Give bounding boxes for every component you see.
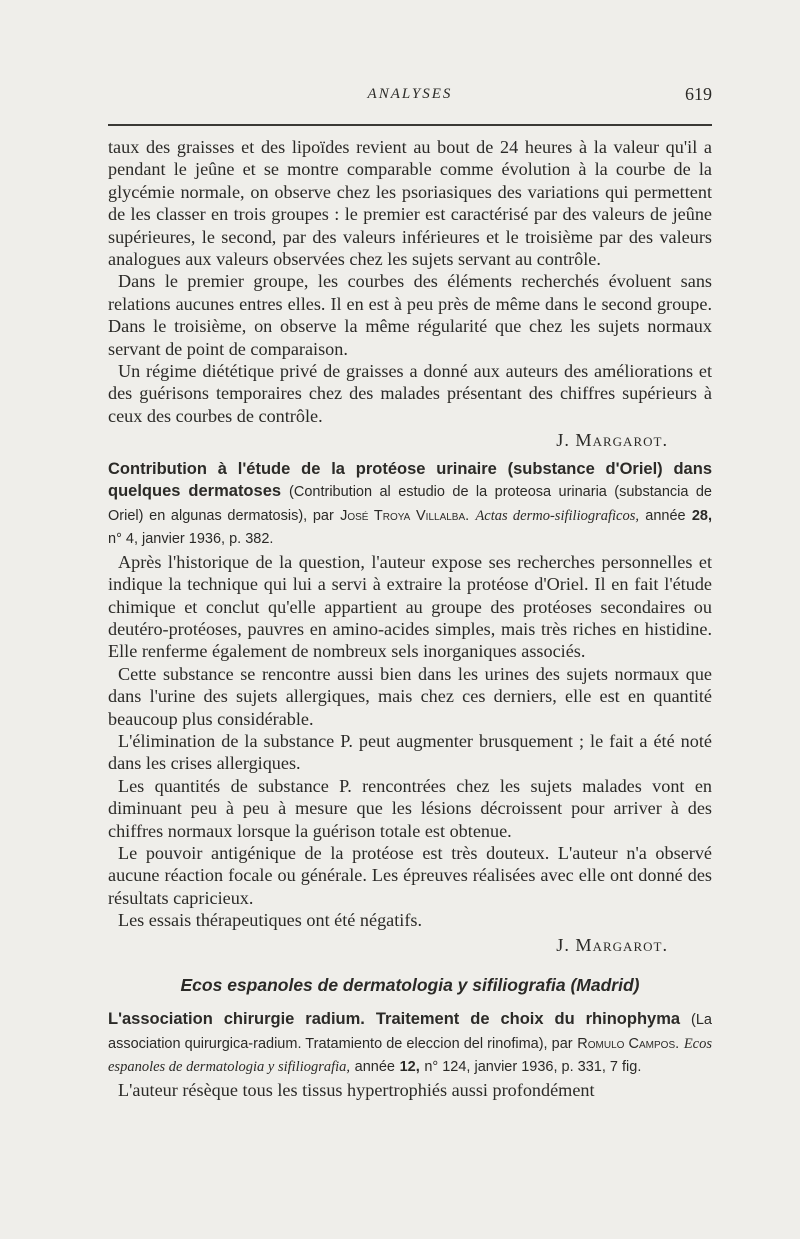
article-volume: 12, [399, 1059, 420, 1076]
paragraph: Les quantités de substance P. rencontrées chez les sujets malades vont en diminuant peu à peu à mesure que les lésions décroissent pour arriver à des chiffres normaux lorsque la guérison totale est obtenue. [108, 775, 712, 841]
article-title: Contribution à l'étude de la protéose urinaire (substance d'Oriel) dans quelques dermatoses [108, 459, 712, 501]
paragraph: L'auteur résèque tous les tissus hypertrophiés aussi profondément [118, 1079, 595, 1100]
article-title: L'association chirurgie radium. Traitement de choix du rhinophyma [108, 1010, 681, 1029]
article-heading [108, 1008, 712, 1079]
paragraph: Un régime diététique privé de graisses a donné aux auteurs des améliorations et des guérisons temporaires chez des malades présentant des chiffres supérieurs à ceux des courbes de contrôle. [108, 361, 712, 426]
article-subtitle: (Contribution al estudio de la proteosa urinaria (substancia de Oriel) en algunas dermatosis), par [108, 484, 712, 524]
article-heading [108, 458, 712, 551]
paragraph: L'élimination de la substance P. peut augmenter brusquement ; le fait a été noté dans les crises allergiques. [108, 730, 712, 774]
paragraph: Le pouvoir antigénique de la protéose est très douteux. L'auteur n'a observé aucune réaction focale ou générale. Les épreuves réalisées avec elle ont donné des résultats capricieux. [108, 842, 712, 908]
article-year-prefix: année [645, 507, 686, 524]
paragraph: Les essais thérapeutiques ont été négatifs. [118, 910, 423, 931]
article-volume: 28, [691, 507, 712, 524]
signature: J. Margarot. [556, 430, 668, 451]
article-journal: Actas dermo-sifiliograficos, [475, 507, 639, 524]
signature: J. Margarot. [556, 934, 668, 955]
article-issue: n° 4, janvier 1936, p. 382. [108, 531, 274, 548]
article-journal: Ecos espanoles de dermatologia y sifiliografia, [108, 1035, 712, 1076]
running-title: ANALYSES [367, 86, 453, 102]
paragraph: Cette substance se rencontre aussi bien dans les urines des sujets normaux que dans l'urine des sujets allergiques, mais chez ces derniers, elle est en quantité beaucoup plus considérable. [108, 663, 712, 729]
paragraph-continued: taux des graisses et des lipoïdes revient au bout de 24 heures à la valeur qu'il a pendant le jeûne et se montre comparable comme évolution à la courbe de la glycémie normale, on observe chez les psoriasiques des variations qui permettent de les classer en trois groupes : le premier est caractérisé par des valeurs de jeûne supérieures, le second, par des valeurs inférieures et le troisième par des valeurs analogues aux valeurs observées chez les sujets servant au contrôle. [108, 137, 712, 270]
article-author: Romulo Campos. [577, 1035, 680, 1052]
article-issue: n° 124, janvier 1936, p. 331, 7 fig. [424, 1059, 642, 1076]
header-rule [108, 124, 712, 126]
article-subtitle: (La association quirurgica-radium. Tratamiento de eleccion del rinofima), par [108, 1012, 712, 1052]
paragraph: Dans le premier groupe, les courbes des éléments recherchés évoluent sans relations aucunes entres elles. Il en est à peu près de même dans le second groupe. Dans le troisième, on observe la même régularité que chez les sujets normaux servant de point de comparaison. [108, 271, 712, 359]
paragraph: Après l'historique de la question, l'auteur expose ses recherches personnelles et indique la technique qui lui a servi à extraire la protéose d'Oriel. Il en fait l'étude chimique et conclut qu'elle appartient au groupe des protéoses secondaires ou deutéro-protéoses, pauvres en amino-acides simples, mais très riches en histidine. Elle renferme également de nombreux sels inorganiques associés. [108, 551, 712, 662]
body-text [108, 136, 712, 1101]
section-title: Ecos espanoles de dermatologia y sifiliografia (Madrid) [180, 975, 640, 995]
article-author: José Troya Villalba. [340, 507, 470, 524]
article-year-prefix: année [354, 1059, 395, 1076]
page-number: 619 [685, 84, 712, 104]
running-head [108, 86, 712, 112]
